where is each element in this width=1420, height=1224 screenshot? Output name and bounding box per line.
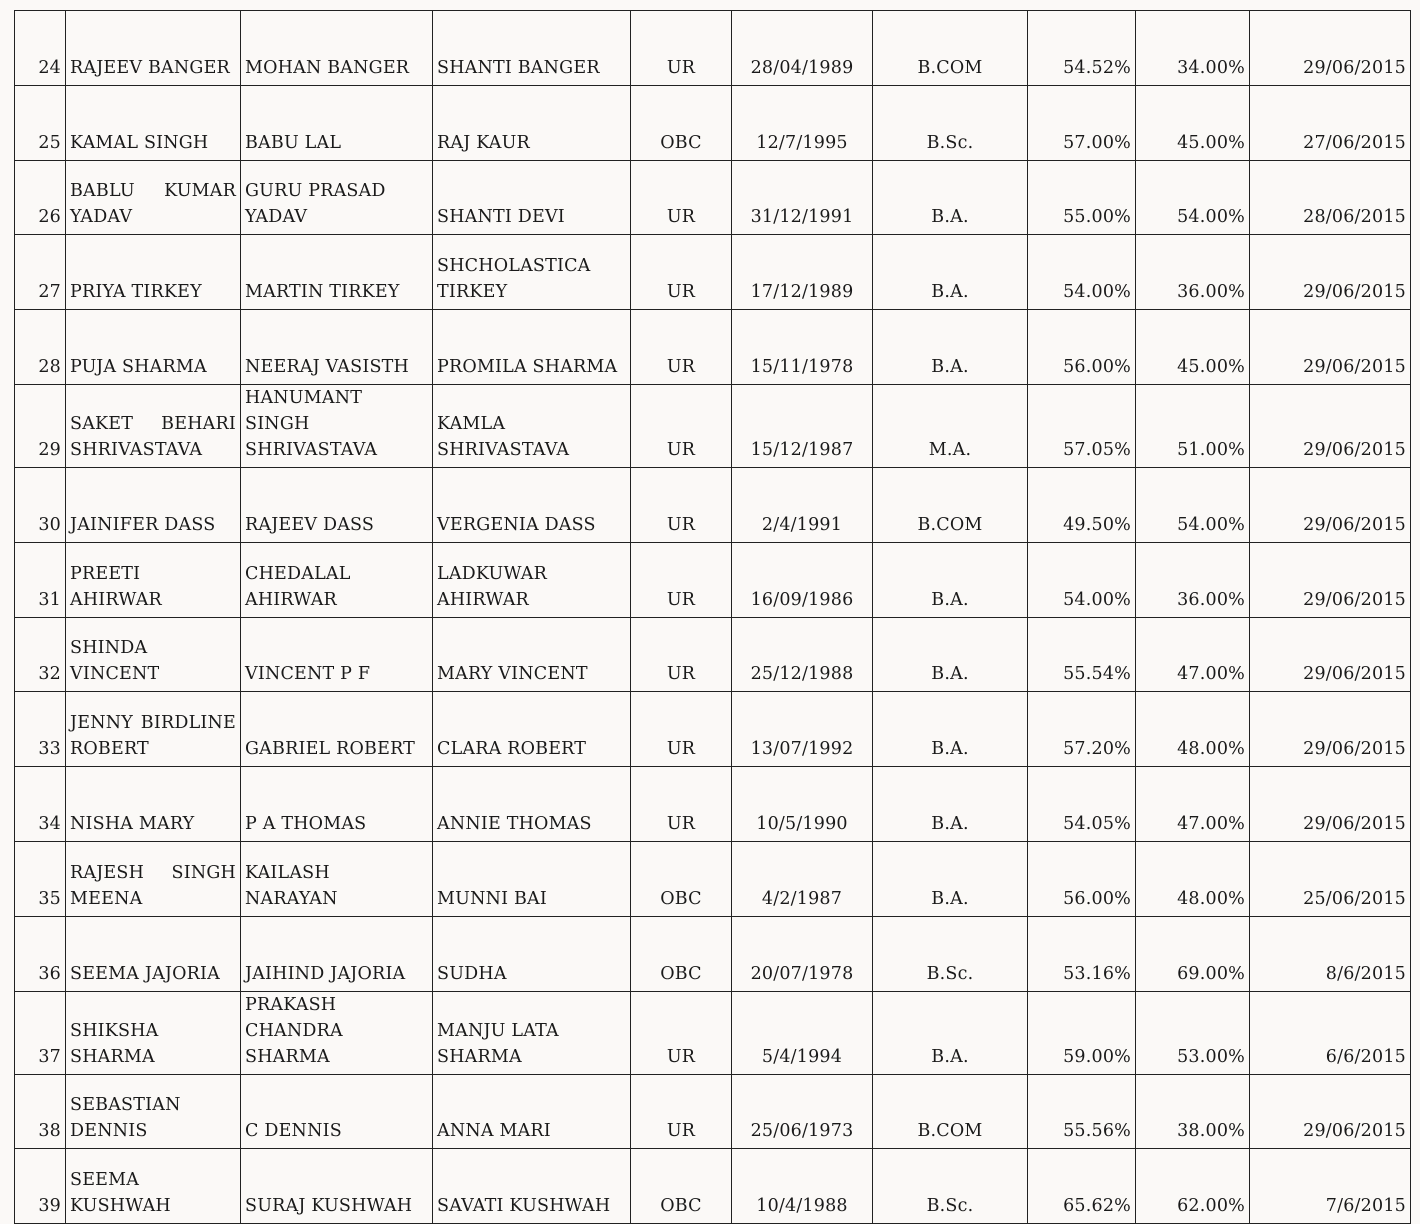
serial-number-cell: 33 bbox=[15, 692, 66, 767]
date-cell: 29/06/2015 bbox=[1250, 384, 1411, 467]
percentage-cell: 36.00% bbox=[1136, 235, 1250, 310]
date-of-birth-cell: 4/2/1987 bbox=[732, 841, 873, 916]
percentage-cell: 54.00% bbox=[1136, 160, 1250, 235]
qualification-cell: B.A. bbox=[873, 841, 1028, 916]
father-name-cell: JAIHIND JAJORIA bbox=[241, 916, 433, 991]
category-cell: UR bbox=[631, 160, 732, 235]
table-row bbox=[15, 310, 1411, 385]
date-cell: 29/06/2015 bbox=[1250, 11, 1411, 86]
candidate-name-cell: PUJA SHARMA bbox=[66, 310, 241, 385]
percentage-cell: 36.00% bbox=[1136, 542, 1250, 617]
serial-number-cell: 26 bbox=[15, 160, 66, 235]
qualification-cell: B.A. bbox=[873, 767, 1028, 842]
father-name-cell: NEERAJ VASISTH bbox=[241, 310, 433, 385]
date-of-birth-cell: 12/7/1995 bbox=[732, 85, 873, 160]
date-cell: 8/6/2015 bbox=[1250, 916, 1411, 991]
category-cell: UR bbox=[631, 1074, 732, 1149]
father-name-cell: GABRIEL ROBERT bbox=[241, 692, 433, 767]
serial-number-cell: 24 bbox=[15, 11, 66, 86]
candidate-name-cell: SEEMA KUSHWAH bbox=[66, 1149, 241, 1224]
category-cell: UR bbox=[631, 384, 732, 467]
category-cell: UR bbox=[631, 617, 732, 692]
candidate-name-cell: JAINIFER DASS bbox=[66, 467, 241, 542]
mother-name-cell: ANNA MARI bbox=[433, 1074, 631, 1149]
category-cell: UR bbox=[631, 11, 732, 86]
percentage-cell: 55.56% bbox=[1028, 1074, 1136, 1149]
serial-number-cell: 39 bbox=[15, 1149, 66, 1224]
percentage-cell: 54.00% bbox=[1028, 542, 1136, 617]
date-of-birth-cell: 10/5/1990 bbox=[732, 767, 873, 842]
date-of-birth-cell: 5/4/1994 bbox=[732, 991, 873, 1074]
qualification-cell: B.COM bbox=[873, 1074, 1028, 1149]
qualification-cell: B.A. bbox=[873, 235, 1028, 310]
father-name-cell: C DENNIS bbox=[241, 1074, 433, 1149]
father-name-cell: P A THOMAS bbox=[241, 767, 433, 842]
percentage-cell: 57.05% bbox=[1028, 384, 1136, 467]
mother-name-cell: ANNIE THOMAS bbox=[433, 767, 631, 842]
percentage-cell: 54.52% bbox=[1028, 11, 1136, 86]
mother-name-cell: SHANTI BANGER bbox=[433, 11, 631, 86]
table-row bbox=[15, 384, 1411, 467]
table-row bbox=[15, 916, 1411, 991]
serial-number-cell: 32 bbox=[15, 617, 66, 692]
category-cell: UR bbox=[631, 542, 732, 617]
date-of-birth-cell: 2/4/1991 bbox=[732, 467, 873, 542]
percentage-cell: 38.00% bbox=[1136, 1074, 1250, 1149]
qualification-cell: B.COM bbox=[873, 11, 1028, 86]
qualification-cell: B.A. bbox=[873, 991, 1028, 1074]
percentage-cell: 55.54% bbox=[1028, 617, 1136, 692]
father-name-cell: MARTIN TIRKEY bbox=[241, 235, 433, 310]
date-of-birth-cell: 17/12/1989 bbox=[732, 235, 873, 310]
percentage-cell: 57.20% bbox=[1028, 692, 1136, 767]
percentage-cell: 54.00% bbox=[1028, 235, 1136, 310]
percentage-cell: 47.00% bbox=[1136, 617, 1250, 692]
date-cell: 29/06/2015 bbox=[1250, 692, 1411, 767]
category-cell: UR bbox=[631, 991, 732, 1074]
date-of-birth-cell: 13/07/1992 bbox=[732, 692, 873, 767]
date-cell: 7/6/2015 bbox=[1250, 1149, 1411, 1224]
candidate-name-cell: JENNY BIRDLINE ROBERT bbox=[66, 692, 241, 767]
category-cell: UR bbox=[631, 692, 732, 767]
mother-name-cell: MARY VINCENT bbox=[433, 617, 631, 692]
category-cell: UR bbox=[631, 310, 732, 385]
candidate-name-cell: SEBASTIAN DENNIS bbox=[66, 1074, 241, 1149]
table-row bbox=[15, 542, 1411, 617]
table-row bbox=[15, 692, 1411, 767]
date-cell: 29/06/2015 bbox=[1250, 542, 1411, 617]
father-name-cell: KAILASH NARAYAN bbox=[241, 841, 433, 916]
table-row bbox=[15, 85, 1411, 160]
mother-name-cell: SHCHOLASTICA TIRKEY bbox=[433, 235, 631, 310]
candidate-name-cell: RAJEEV BANGER bbox=[66, 11, 241, 86]
category-cell: OBC bbox=[631, 916, 732, 991]
candidate-name-cell: PREETI AHIRWAR bbox=[66, 542, 241, 617]
candidate-name-cell: PRIYA TIRKEY bbox=[66, 235, 241, 310]
father-name-cell: CHEDALAL AHIRWAR bbox=[241, 542, 433, 617]
mother-name-cell: PROMILA SHARMA bbox=[433, 310, 631, 385]
table-row bbox=[15, 235, 1411, 310]
date-cell: 29/06/2015 bbox=[1250, 767, 1411, 842]
table-row bbox=[15, 467, 1411, 542]
serial-number-cell: 28 bbox=[15, 310, 66, 385]
candidate-name-cell: KAMAL SINGH bbox=[66, 85, 241, 160]
serial-number-cell: 37 bbox=[15, 991, 66, 1074]
father-name-cell: SURAJ KUSHWAH bbox=[241, 1149, 433, 1224]
qualification-cell: B.Sc. bbox=[873, 1149, 1028, 1224]
mother-name-cell: CLARA ROBERT bbox=[433, 692, 631, 767]
percentage-cell: 62.00% bbox=[1136, 1149, 1250, 1224]
date-of-birth-cell: 10/4/1988 bbox=[732, 1149, 873, 1224]
mother-name-cell: SHANTI DEVI bbox=[433, 160, 631, 235]
serial-number-cell: 27 bbox=[15, 235, 66, 310]
serial-number-cell: 25 bbox=[15, 85, 66, 160]
serial-number-cell: 29 bbox=[15, 384, 66, 467]
mother-name-cell: SUDHA bbox=[433, 916, 631, 991]
percentage-cell: 65.62% bbox=[1028, 1149, 1136, 1224]
qualification-cell: B.A. bbox=[873, 160, 1028, 235]
qualification-cell: B.A. bbox=[873, 542, 1028, 617]
date-cell: 29/06/2015 bbox=[1250, 310, 1411, 385]
candidate-name-cell: RAJESH SINGH MEENA bbox=[66, 841, 241, 916]
date-of-birth-cell: 31/12/1991 bbox=[732, 160, 873, 235]
table-row bbox=[15, 617, 1411, 692]
mother-name-cell: RAJ KAUR bbox=[433, 85, 631, 160]
table-row bbox=[15, 1074, 1411, 1149]
qualification-cell: B.A. bbox=[873, 617, 1028, 692]
date-cell: 25/06/2015 bbox=[1250, 841, 1411, 916]
percentage-cell: 48.00% bbox=[1136, 841, 1250, 916]
serial-number-cell: 35 bbox=[15, 841, 66, 916]
percentage-cell: 69.00% bbox=[1136, 916, 1250, 991]
father-name-cell: HANUMANT SINGH SHRIVASTAVA bbox=[241, 384, 433, 467]
category-cell: UR bbox=[631, 235, 732, 310]
table-row bbox=[15, 991, 1411, 1074]
percentage-cell: 56.00% bbox=[1028, 310, 1136, 385]
father-name-cell: GURU PRASAD YADAV bbox=[241, 160, 433, 235]
father-name-cell: RAJEEV DASS bbox=[241, 467, 433, 542]
date-of-birth-cell: 20/07/1978 bbox=[732, 916, 873, 991]
date-of-birth-cell: 28/04/1989 bbox=[732, 11, 873, 86]
category-cell: OBC bbox=[631, 85, 732, 160]
date-of-birth-cell: 16/09/1986 bbox=[732, 542, 873, 617]
table-row bbox=[15, 841, 1411, 916]
percentage-cell: 45.00% bbox=[1136, 85, 1250, 160]
candidate-name-cell: SEEMA JAJORIA bbox=[66, 916, 241, 991]
serial-number-cell: 34 bbox=[15, 767, 66, 842]
category-cell: UR bbox=[631, 467, 732, 542]
percentage-cell: 59.00% bbox=[1028, 991, 1136, 1074]
table-body bbox=[15, 11, 1411, 1224]
date-of-birth-cell: 15/12/1987 bbox=[732, 384, 873, 467]
qualification-cell: B.COM bbox=[873, 467, 1028, 542]
percentage-cell: 55.00% bbox=[1028, 160, 1136, 235]
qualification-cell: B.Sc. bbox=[873, 916, 1028, 991]
qualification-cell: B.Sc. bbox=[873, 85, 1028, 160]
percentage-cell: 34.00% bbox=[1136, 11, 1250, 86]
mother-name-cell: KAMLA SHRIVASTAVA bbox=[433, 384, 631, 467]
percentage-cell: 53.00% bbox=[1136, 991, 1250, 1074]
mother-name-cell: SAVATI KUSHWAH bbox=[433, 1149, 631, 1224]
father-name-cell: VINCENT P F bbox=[241, 617, 433, 692]
percentage-cell: 57.00% bbox=[1028, 85, 1136, 160]
candidate-table bbox=[14, 10, 1411, 1224]
father-name-cell: MOHAN BANGER bbox=[241, 11, 433, 86]
serial-number-cell: 31 bbox=[15, 542, 66, 617]
percentage-cell: 54.05% bbox=[1028, 767, 1136, 842]
date-cell: 29/06/2015 bbox=[1250, 1074, 1411, 1149]
date-cell: 29/06/2015 bbox=[1250, 235, 1411, 310]
qualification-cell: B.A. bbox=[873, 692, 1028, 767]
date-cell: 27/06/2015 bbox=[1250, 85, 1411, 160]
percentage-cell: 54.00% bbox=[1136, 467, 1250, 542]
date-cell: 6/6/2015 bbox=[1250, 991, 1411, 1074]
date-cell: 29/06/2015 bbox=[1250, 467, 1411, 542]
table-row bbox=[15, 160, 1411, 235]
father-name-cell: PRAKASH CHANDRA SHARMA bbox=[241, 991, 433, 1074]
date-cell: 29/06/2015 bbox=[1250, 617, 1411, 692]
table-row bbox=[15, 11, 1411, 86]
category-cell: OBC bbox=[631, 1149, 732, 1224]
percentage-cell: 51.00% bbox=[1136, 384, 1250, 467]
qualification-cell: B.A. bbox=[873, 310, 1028, 385]
table-row bbox=[15, 1149, 1411, 1224]
date-of-birth-cell: 25/12/1988 bbox=[732, 617, 873, 692]
date-of-birth-cell: 25/06/1973 bbox=[732, 1074, 873, 1149]
percentage-cell: 47.00% bbox=[1136, 767, 1250, 842]
percentage-cell: 49.50% bbox=[1028, 467, 1136, 542]
percentage-cell: 45.00% bbox=[1136, 310, 1250, 385]
percentage-cell: 48.00% bbox=[1136, 692, 1250, 767]
date-of-birth-cell: 15/11/1978 bbox=[732, 310, 873, 385]
percentage-cell: 56.00% bbox=[1028, 841, 1136, 916]
father-name-cell: BABU LAL bbox=[241, 85, 433, 160]
mother-name-cell: MANJU LATA SHARMA bbox=[433, 991, 631, 1074]
candidate-name-cell: NISHA MARY bbox=[66, 767, 241, 842]
category-cell: UR bbox=[631, 767, 732, 842]
serial-number-cell: 38 bbox=[15, 1074, 66, 1149]
candidate-name-cell: SHIKSHA SHARMA bbox=[66, 991, 241, 1074]
serial-number-cell: 36 bbox=[15, 916, 66, 991]
category-cell: OBC bbox=[631, 841, 732, 916]
percentage-cell: 53.16% bbox=[1028, 916, 1136, 991]
mother-name-cell: LADKUWAR AHIRWAR bbox=[433, 542, 631, 617]
candidate-name-cell: BABLU KUMAR YADAV bbox=[66, 160, 241, 235]
mother-name-cell: MUNNI BAI bbox=[433, 841, 631, 916]
candidate-name-cell: SHINDA VINCENT bbox=[66, 617, 241, 692]
mother-name-cell: VERGENIA DASS bbox=[433, 467, 631, 542]
candidate-name-cell: SAKET BEHARI SHRIVASTAVA bbox=[66, 384, 241, 467]
serial-number-cell: 30 bbox=[15, 467, 66, 542]
table-row bbox=[15, 767, 1411, 842]
date-cell: 28/06/2015 bbox=[1250, 160, 1411, 235]
qualification-cell: M.A. bbox=[873, 384, 1028, 467]
